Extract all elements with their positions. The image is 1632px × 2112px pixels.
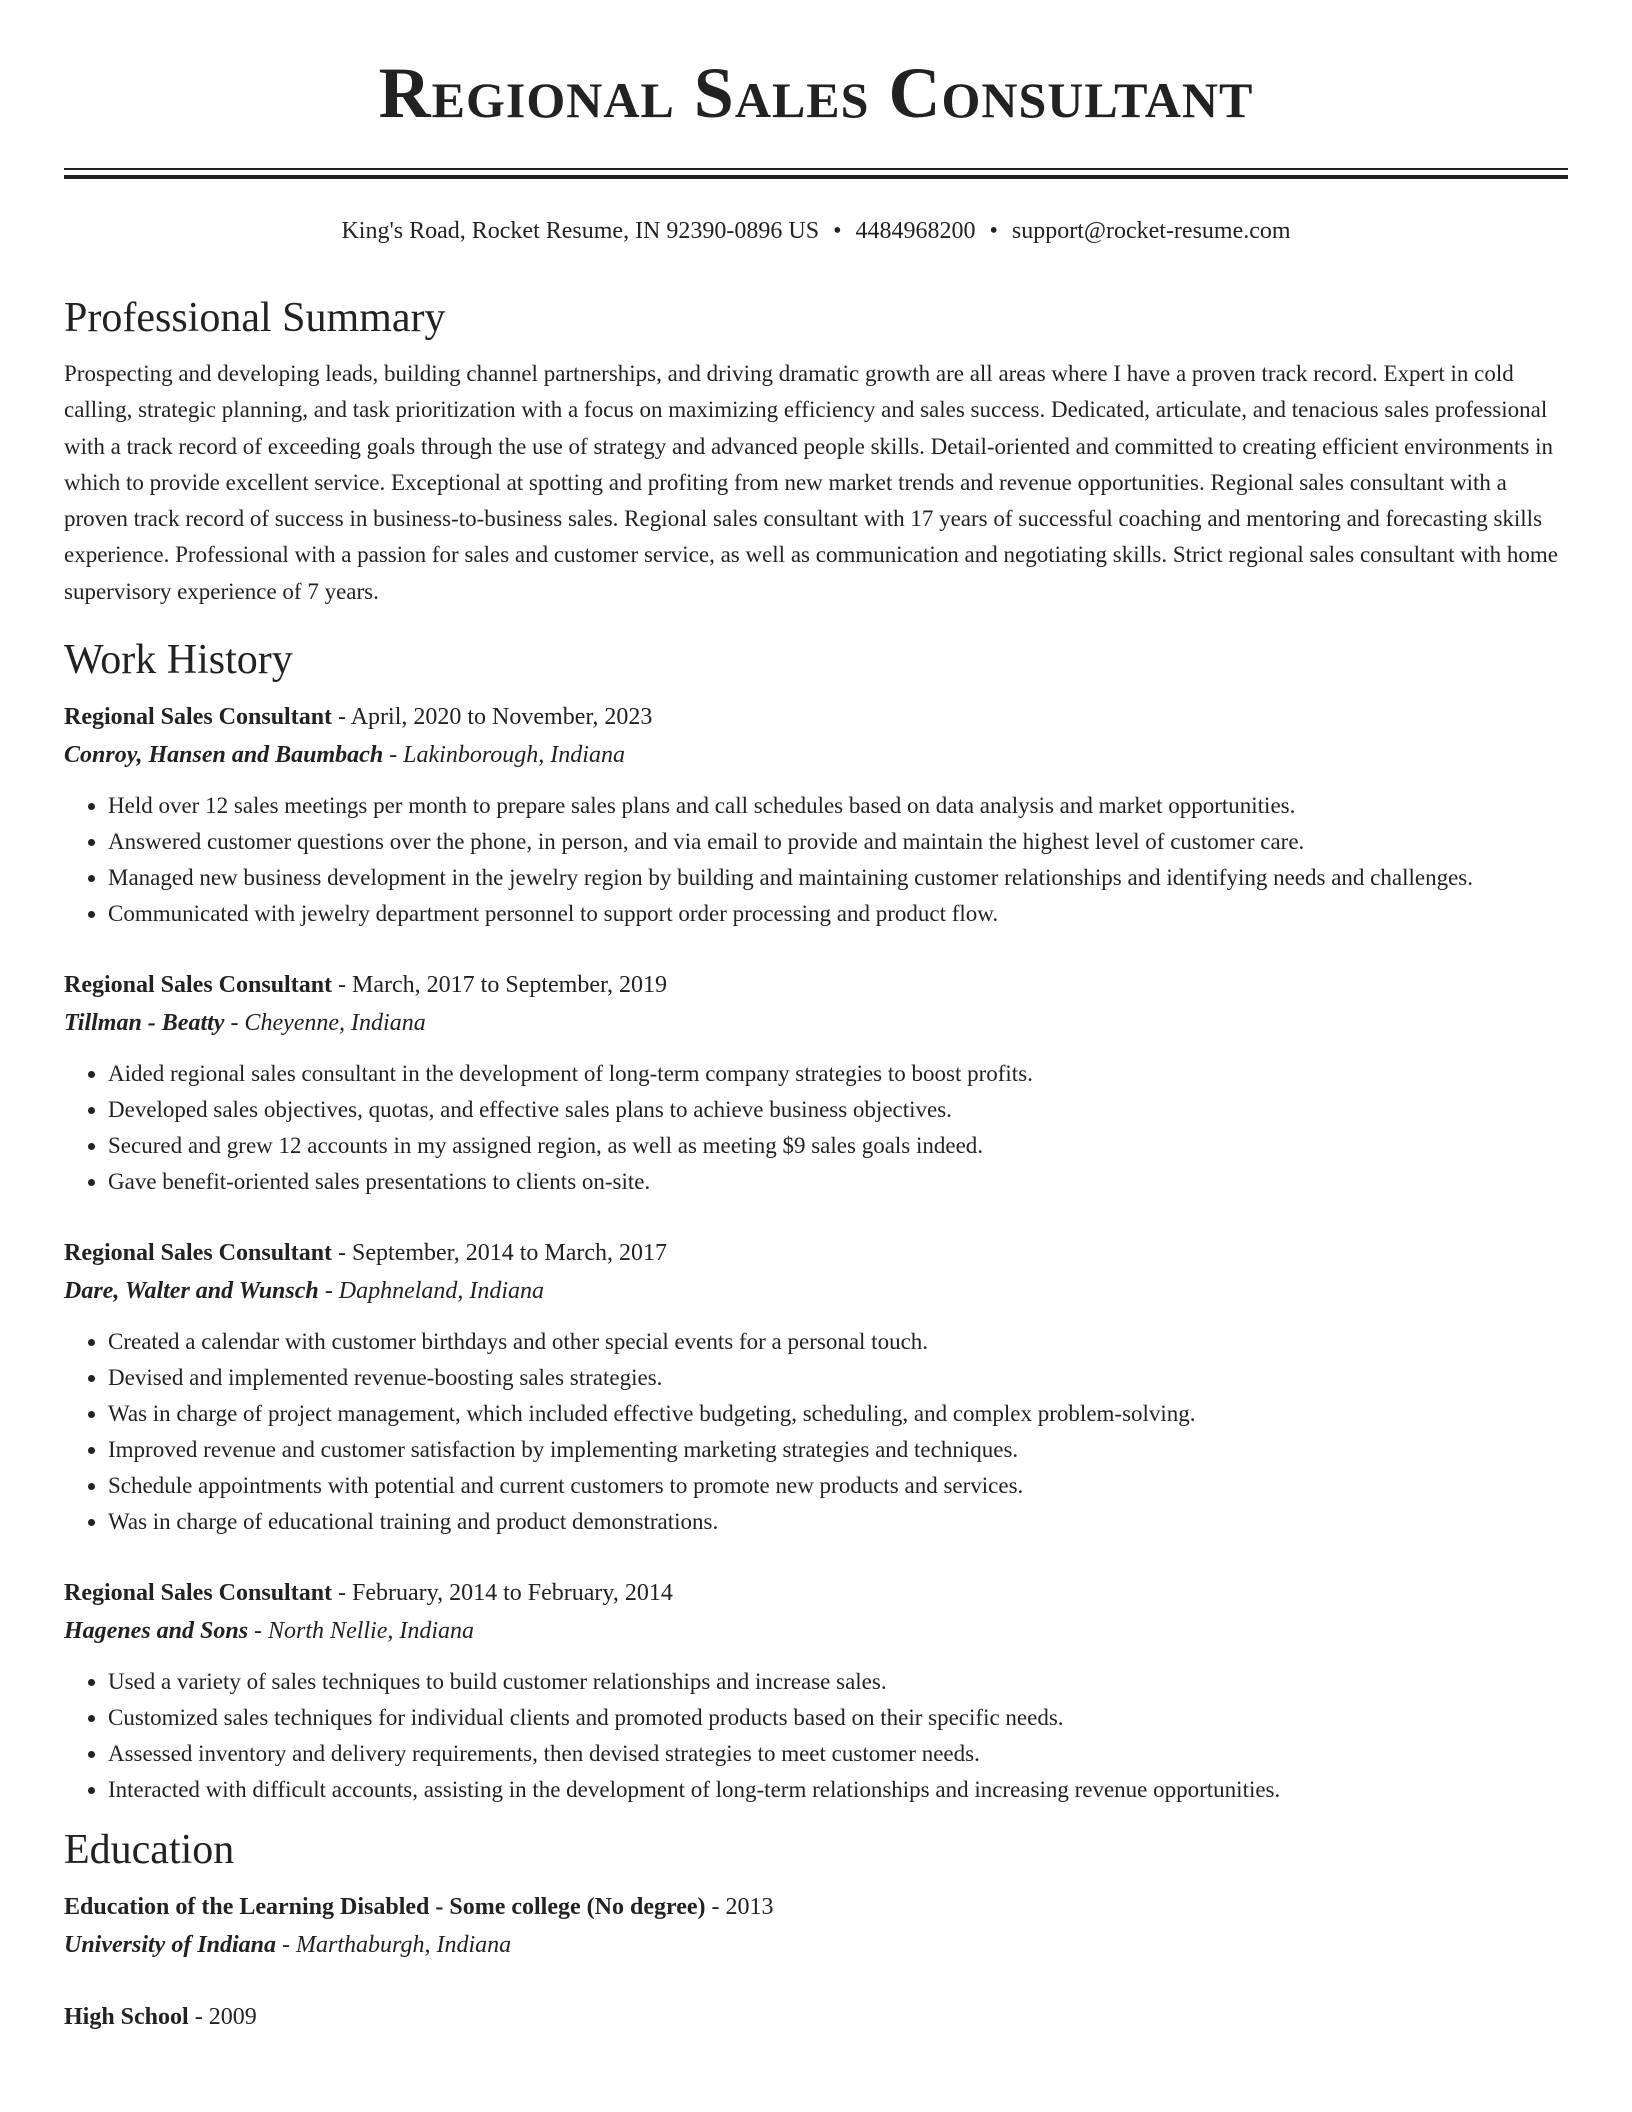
job-title: Regional Sales Consultant [64, 1240, 333, 1267]
job-entry [64, 1234, 1568, 1540]
education-school-line [64, 1926, 1568, 1964]
job-bullet: • Held over 12 sales meetings per month to prepare sales plans and call schedules based on data analysis and market opportunities. [108, 788, 1568, 824]
job-title: Regional Sales Consultant [64, 1580, 333, 1607]
summary-text: Prospecting and developing leads, building channel partnerships, and driving dramatic growth are all areas where I have a proven track record. Expert in cold calling, strategic planning, and task prioritization with a focus on maximizing efficiency and sales success. Dedicated, articulate, and tenacious sales professional with a track record of exceeding goals through the use of strategy and advanced people skills. Detail-oriented and committed to creating efficient environments in which to provide excellent service. Exceptional at spotting and profiting from new market trends and revenue opportunities. Regional sales consultant with a proven track record of success in business-to-business sales. Regional sales consultant with 17 years of successful coaching and mentoring and forecasting skills experience. Professional with a passion for sales and customer service, as well as communication and negotiating skills. Strict regional sales consultant with home supervisory experience of 7 years. [64, 361, 1558, 604]
job-bullet: • Devised and implemented revenue-boosting sales strategies. [108, 1360, 1568, 1396]
job-company-line [64, 1612, 1568, 1650]
job-header [64, 698, 1568, 736]
job-dates: - February, 2014 to February, 2014 [332, 1580, 673, 1607]
resume-content [64, 290, 1568, 2070]
job-company: Conroy, Hansen and Baumbach [64, 742, 384, 769]
job-dates: - March, 2017 to September, 2019 [332, 972, 668, 999]
job-bullet: • Aided regional sales consultant in the development of long-term company strategies to boost profits. [108, 1056, 1568, 1092]
job-bullet: • Created a calendar with customer birthdays and other special events for a personal touch. [108, 1324, 1568, 1360]
job-company-line [64, 1272, 1568, 1310]
education-year: - 2013 [705, 1894, 774, 1921]
job-bullet: • Was in charge of educational training and product demonstrations. [108, 1504, 1568, 1540]
job-dates: - September, 2014 to March, 2017 [332, 1240, 668, 1267]
job-company: Tillman - Beatty [64, 1010, 225, 1037]
job-title: Regional Sales Consultant [64, 704, 333, 731]
education-location: - Marthaburgh, Indiana [276, 1932, 512, 1959]
work-history-heading: Work History [64, 637, 293, 684]
job-title: Regional Sales Consultant [64, 972, 333, 999]
education-degree: Education of the Learning Disabled - Some college (No degree) [64, 1894, 706, 1921]
education-entry [64, 1998, 1568, 2036]
resume-title: Regional Sales Consultant [378, 53, 1254, 133]
work-history-section [64, 632, 1568, 1808]
job-bullet: • Developed sales objectives, quotas, and effective sales plans to achieve business objectives. [108, 1092, 1568, 1128]
contact-separator: • [989, 218, 998, 244]
education-degree: High School [64, 2004, 189, 2031]
contact-email[interactable]: support@rocket-resume.com [1011, 218, 1291, 244]
title-divider-thin [64, 168, 1568, 170]
education-year: - 2009 [188, 2004, 257, 2031]
education-header [64, 1998, 1568, 2036]
contact-line [0, 215, 1632, 247]
job-bullets [64, 1664, 1568, 1808]
summary-heading: Professional Summary [64, 295, 446, 341]
job-bullet: • Schedule appointments with potential and current customers to promote new products and services. [108, 1468, 1568, 1504]
job-bullet: • Answered customer questions over the phone, in person, and via email to provide and maintain the highest level of customer care. [108, 824, 1568, 860]
contact-phone: 4484968200 [855, 218, 976, 244]
job-company-line [64, 736, 1568, 774]
job-header [64, 1574, 1568, 1612]
job-company: Dare, Walter and Wunsch [64, 1278, 319, 1305]
contact-separator: • [833, 218, 842, 244]
summary-section [64, 290, 1568, 610]
job-bullet: • Communicated with jewelry department personnel to support order processing and product flow. [108, 896, 1568, 932]
job-bullet: • Improved revenue and customer satisfaction by implementing marketing strategies and techniques. [108, 1432, 1568, 1468]
job-bullet: • Was in charge of project management, which included effective budgeting, scheduling, and complex problem-solving. [108, 1396, 1568, 1432]
education-section [64, 1822, 1568, 2036]
job-company-line [64, 1004, 1568, 1042]
education-school: University of Indiana [64, 1932, 277, 1959]
job-entry [64, 966, 1568, 1200]
job-entry [64, 698, 1568, 932]
job-dates: - April, 2020 to November, 2023 [332, 704, 653, 731]
job-bullet: • Gave benefit-oriented sales presentations to clients on-site. [108, 1164, 1568, 1200]
job-location: - Cheyenne, Indiana [224, 1010, 426, 1037]
contact-address: King's Road, Rocket Resume, IN 92390-0896 US [341, 218, 820, 244]
title-divider-thick [64, 175, 1568, 179]
education-header [64, 1888, 1568, 1926]
job-bullet: • Customized sales techniques for individual clients and promoted products based on their specific needs. [108, 1700, 1568, 1736]
job-company: Hagenes and Sons [64, 1618, 249, 1645]
job-header [64, 966, 1568, 1004]
job-location: - North Nellie, Indiana [248, 1618, 475, 1645]
job-bullet: • Managed new business development in the jewelry region by building and maintaining customer relationships and identifying needs and challenges. [108, 860, 1568, 896]
education-entry [64, 1888, 1568, 1964]
job-bullets [64, 1056, 1568, 1200]
job-bullet: • Interacted with difficult accounts, assisting in the development of long-term relationships and increasing revenue opportunities. [108, 1772, 1568, 1808]
job-location: - Lakinborough, Indiana [383, 742, 625, 769]
job-entry [64, 1574, 1568, 1808]
job-bullets [64, 788, 1568, 932]
job-bullets [64, 1324, 1568, 1540]
job-bullet: • Secured and grew 12 accounts in my assigned region, as well as meeting $9 sales goals indeed. [108, 1128, 1568, 1164]
education-heading: Education [64, 1827, 235, 1874]
job-bullet: • Assessed inventory and delivery requirements, then devised strategies to meet customer needs. [108, 1736, 1568, 1772]
job-header [64, 1234, 1568, 1272]
job-location: - Daphneland, Indiana [318, 1278, 545, 1305]
job-bullet: • Used a variety of sales techniques to build customer relationships and increase sales. [108, 1664, 1568, 1700]
